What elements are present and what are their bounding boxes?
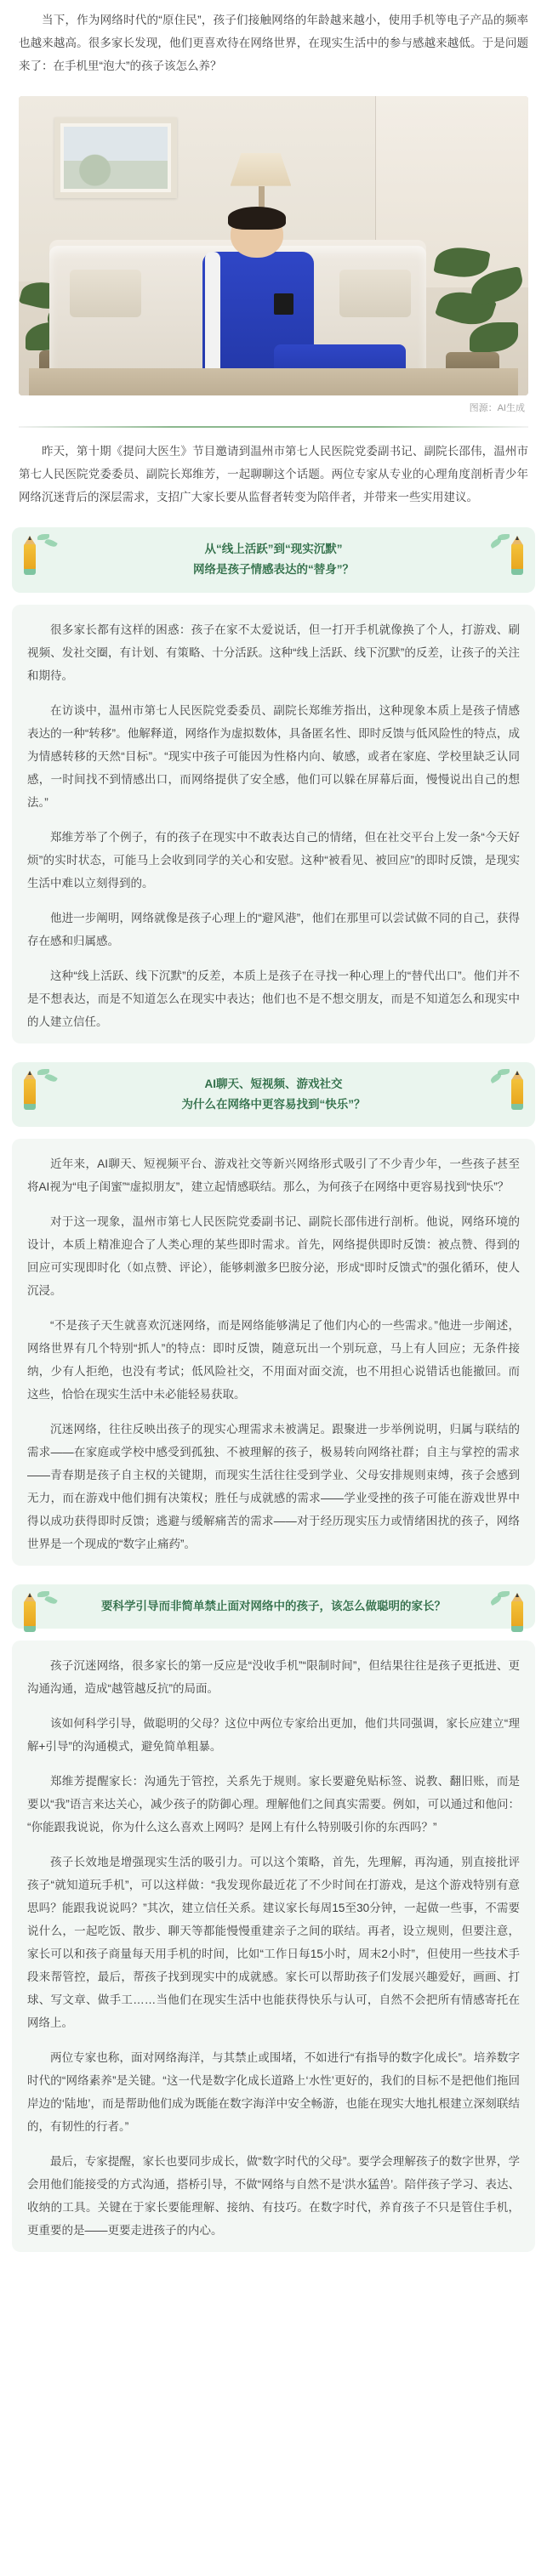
boy-hair <box>228 207 287 229</box>
boy-sleeve-stripe <box>205 252 220 378</box>
leaf-icon-right <box>487 1067 510 1084</box>
leaf-icon-left <box>37 532 60 549</box>
smartphone <box>274 293 294 315</box>
pencil-icon-left <box>24 1593 36 1632</box>
section-heading-line: AI聊天、短视频、游戏社交 <box>204 1077 343 1090</box>
section-paragraph: 近年来，AI聊天、短视频平台、游戏社交等新兴网络形式吸引了不少青少年，一些孩子甚至将AI视为“电子闺蜜”“虚拟朋友”，建立起情感联结。那么，为何孩子在网络中更容易找到“快乐”？ <box>27 1157 520 1194</box>
section-paragraph: 这种“线上活跃、线下沉默”的反差，本质上是孩子在寻找一种心理上的“替代出口”。他们并不是不想表达，而是不知道怎么在现实中表达；他们也不是不想交朋友，而是不知道怎么和现实中的人建立信任。 <box>27 969 520 1028</box>
section-heading-line: 从“线上活跃”到“现实沉默” <box>204 543 343 555</box>
section-paragraph: 孩子沉迷网络，很多家长的第一反应是“没收手机”“限制时间”，但结果往往是孩子更抵进、更沟通沟通，造成“越管越反抗”的局面。 <box>27 1659 520 1696</box>
pencil-icon-right <box>511 1593 523 1632</box>
section-content-3 <box>12 1641 535 2252</box>
leaf-icon-right <box>487 532 510 549</box>
section-heading-line: 要科学引导而非简单禁止面对网络中的孩子，该怎么做聪明的家长？ <box>101 1600 446 1613</box>
illustration-room <box>19 96 528 395</box>
section-heading-2 <box>12 1062 535 1128</box>
body-paragraph: 昨天，第十期《提问大医生》节目邀请到温州市第七人民医院党委副书记、副院长邵伟，温州市第七人民医院党委委员、副院长郑维芳，一起聊聊这个话题。两位专家从专业的心理角度剖析青少年网络沉迷背后的深层需求，支招广大家长要从监督者转变为陪伴者，并带来一些实用建议。 <box>19 445 528 503</box>
figure-image <box>19 96 528 395</box>
section-paragraph: 很多家长都有这样的困惑：孩子在家不太爱说话，但一打开手机就像换了个人，打游戏、刷视频、发社交圈，有计划、有策略、十分活跃。这种“线上活跃、线下沉默”的反差，让孩子的关注和期待。 <box>27 623 520 682</box>
section-paragraph: 在访谈中，温州市第七人民医院党委委员、副院长郑维芳指出，这种现象本质上是孩子情感表达的一种“转移”。他解释道，网络作为虚拟数体，具备匿名性、即时反馈与低风险性的特点，成为情感转移的天然“目标”。“现实中孩子可能因为性格内向、敏感，或者在家庭、学校里缺乏认同感，一时间找不到情感出口，而网络提供了安全感，他们可以躲在屏幕后面，慢慢说出自己的想法。” <box>27 703 520 809</box>
pencil-icon-left <box>24 536 36 575</box>
leaf-icon-left <box>37 1067 60 1084</box>
wall-painting <box>54 117 177 198</box>
pencil-icon-right <box>511 1071 523 1110</box>
section-heading-1 <box>12 527 535 593</box>
section-paragraph: 对于这一现象，温州市第七人民医院党委副书记、副院长邵伟进行剖析。他说，网络环境的设计，本质上精准迎合了人类心理的某些即时需求。首先，网络提供即时反馈：被点赞、得到的回应可实现即时化（如点赞、评论），能够刺激多巴胺分泌，形成“即时反馈式”的强化循环，使人沉浸。 <box>27 1215 520 1298</box>
section-heading-3 <box>12 1584 535 1629</box>
lead-paragraph: 当下，作为网络时代的“原住民”，孩子们接触网络的年龄越来越小，使用手机等电子产品的频率也越来越高。很多家长发现，他们更喜欢待在网络世界，在现实生活中的参与感越来越低。于是问题来了：在手机里“泡大”的孩子该怎么养？ <box>19 14 528 72</box>
section-paragraph: 孩子长效地是增强现实生活的吸引力。可以这个策略，首先，先理解，再沟通，别直接批评孩子“就知道玩手机”，可以这样做：“我发现你最近花了不少时间在打游戏，是这个游戏特别有意思吗？能跟我说说吗？”其次，建立信任关系。建议家长每周15至30分钟，一起做一些事，不需要说什么，一起吃饭、散步、聊天等都能慢慢重建亲子之间的联结。再者，设立规则，但要注意，家长可以和孩子商量每天用手机的时间，比如“工作日每15小时，周末2小时”，但使用一些技术手段来帮管控，最后，帮孩子找到现实中的成就感。家长可以帮助孩子们发展兴趣爱好，画画、打球、写文章、做手工……当他们在现实生活中也能获得快乐与认可，自然不会把所有情感寄托在网络上。 <box>27 1856 520 2030</box>
lead-section <box>0 0 547 93</box>
section-content-1 <box>12 605 535 1043</box>
section-divider <box>19 426 528 428</box>
pencil-icon-right <box>511 536 523 575</box>
leaf-icon-right <box>487 1589 510 1606</box>
section-paragraph: 两位专家也称，面对网络海洋，与其禁止或围堵，不如进行“有指导的数字化成长”。培养数字时代的“网络素养”是关键。“这一代是数字化成长道路上‘水性’更好的，我们的目标不是把他们拖回岸边的‘陆地’，而是帮助他们成为既能在数字海洋中安全畅游，也能在现实大地扎根建立深刻联结的，有韧性的行者。” <box>27 2051 520 2134</box>
section-paragraph: 该如何科学引导，做聪明的父母？这位中两位专家给出更加，他们共同强调，家长应建立“理解+引导”的沟通模式，避免简单粗暴。 <box>27 1717 520 1754</box>
section-paragraph: 郑维芳举了个例子，有的孩子在现实中不敢表达自己的情绪，但在社交平台上发一条“今天好烦”的实时状态，可能马上会收到同学的关心和安慰。这种“被看见、被回应”的即时反馈，是现实生活中难以立刻得到的。 <box>27 830 520 890</box>
section-paragraph: 最后，专家提醒，家长也要同步成长，做“数字时代的父母”。要学会理解孩子的数字世界，学会用他们能接受的方式沟通，搭桥引导，不做“网络与自然不是‘洪水猛兽’。陪伴孩子学习、表达、收纳的工具。关键在于家长要能理解、接纳、有技巧。在数字时代，养育孩子不只是管住手机，更重要的是——更要走进孩子的内心。 <box>27 2155 520 2238</box>
plant-right <box>396 198 528 395</box>
article-figure <box>0 93 547 414</box>
section-paragraph: 他进一步阐明，网络就像是孩子心理上的“避风港”，他们在那里可以尝试做不同的自己，获得存在感和归属感。 <box>27 911 520 947</box>
pencil-icon-left <box>24 1071 36 1110</box>
section-paragraph: 沉迷网络，往往反映出孩子的现实心理需求未被满足。跟聚进一步举例说明，归属与联结的需求——在家庭或学校中感受到孤独、不被理解的孩子，极易转向网络社群；自主与掌控的需求——青春期是孩子自主权的关键期，而现实生活往往受到学业、父母安排规则束缚，孩子会感到无力，而在游戏中他们拥有决策权；胜任与成就感的需求——学业受挫的孩子可能在游戏世界中得以成功获得即时反馈；逃避与缓解痛苦的需求——对于经历现实压力或情绪困扰的孩子，网络世界是一个现成的“数字止痛药”。 <box>27 1423 520 1551</box>
figure-caption: 图源：AI生成 <box>469 403 525 413</box>
section-paragraph: “不是孩子天生就喜欢沉迷网络，而是网络能够满足了他们内心的一些需求。”他进一步阐述，网络世界有几个特别“抓人”的特点：即时反馈，随意玩出一个别玩意，马上有人回应；无条件接纳，少有人拒绝，也没有考试；低风险社交，不用面对面交流，也不用担心说错话也能撤回。而这些，恰恰在现实生活中未必能轻易获取。 <box>27 1319 520 1402</box>
divider-wrap <box>0 414 547 433</box>
section-heading-line: 为什么在网络中更容易找到“快乐”？ <box>181 1097 366 1111</box>
section-paragraph: 郑维芳提醒家长：沟通先于管控，关系先于规则。家长要避免贴标签、说教、翻旧账，而是要以“我”语言来达关心，减少孩子的防御心理。理解他们之间真实需要。例如，可以通过和他问：“你能跟我说说，你为什么这么喜欢上网吗？是网上有什么特别吸引你的东西吗？” <box>27 1775 520 1834</box>
section-content-2 <box>12 1139 535 1566</box>
section-heading-line: 网络是孩子情感表达的“替身”？ <box>193 563 354 577</box>
leaf-icon-left <box>37 1589 60 1606</box>
intro-section <box>0 433 547 509</box>
floor-rug <box>29 368 518 395</box>
cushion-left <box>70 270 141 317</box>
